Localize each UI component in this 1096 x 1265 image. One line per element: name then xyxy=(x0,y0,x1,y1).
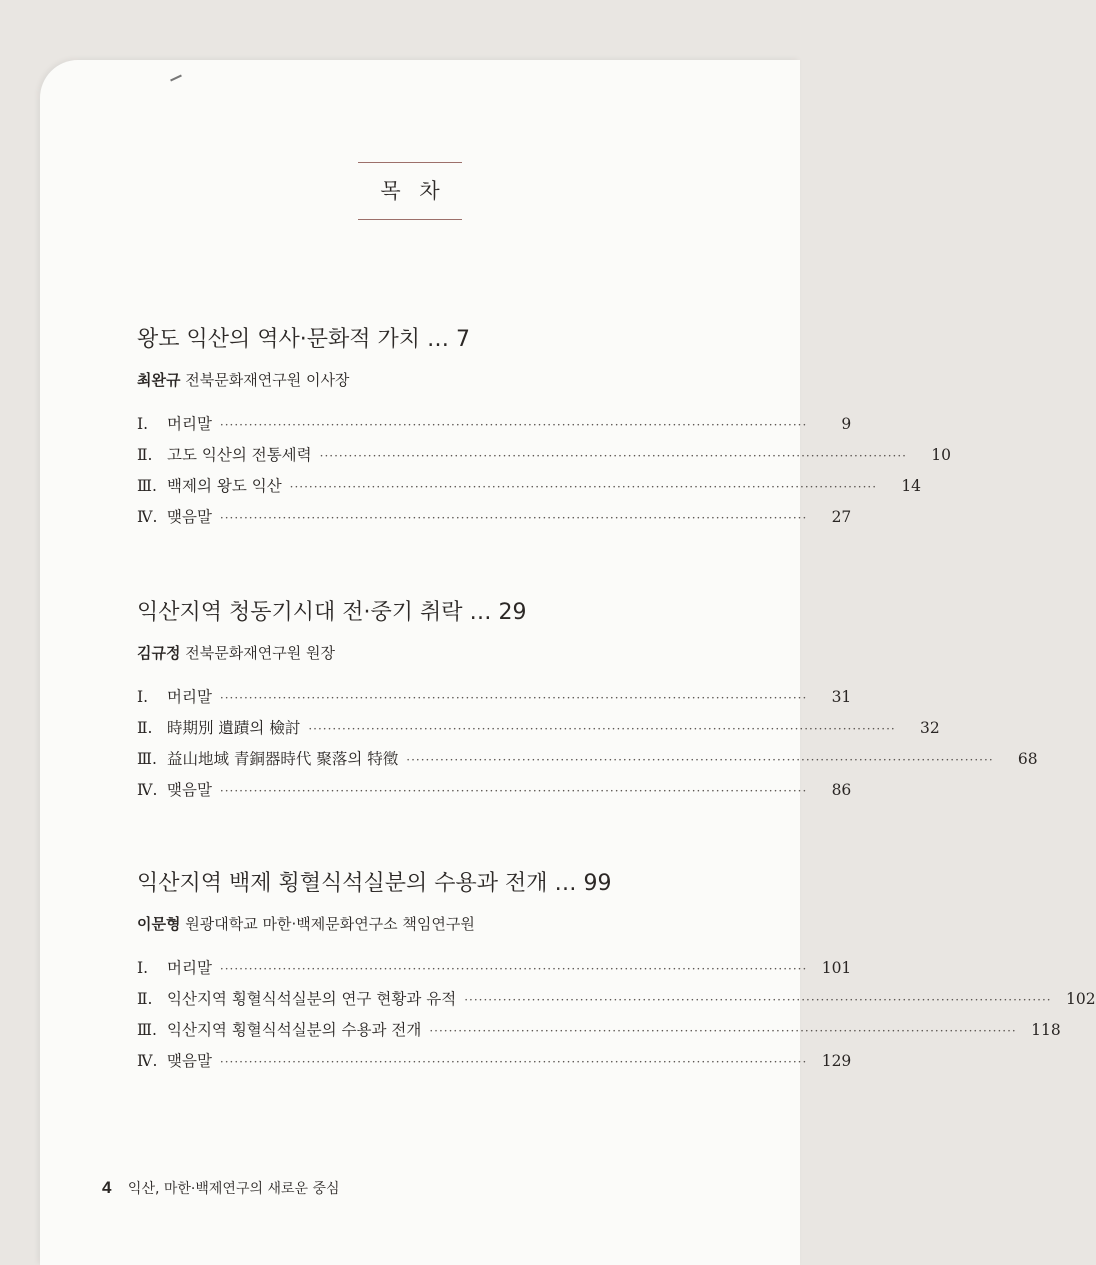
author-name: 이문형 xyxy=(137,915,181,933)
item-page: 32 xyxy=(919,719,940,737)
item-page: 27 xyxy=(831,508,852,526)
item-number: Ⅰ. xyxy=(137,688,149,706)
chapter-author xyxy=(137,913,717,934)
item-number: Ⅲ. xyxy=(137,1021,157,1039)
author-role: 원광대학교 마한·백제문화연구소 책임연구원 xyxy=(185,915,475,933)
dot-leader: ·························································································································· xyxy=(429,1024,1017,1038)
toc-title: 목 차 xyxy=(380,179,446,203)
item-page: 102 xyxy=(1066,990,1096,1008)
toc-heading xyxy=(358,162,462,220)
toc-section-3 xyxy=(137,866,1096,1080)
item-number: Ⅲ. xyxy=(137,477,157,495)
toc-row[interactable] xyxy=(137,1049,852,1080)
dot-leader: ·························································································································· xyxy=(319,449,907,463)
item-number: Ⅱ. xyxy=(137,446,153,464)
item-page: 129 xyxy=(821,1052,852,1070)
toc-list xyxy=(137,412,951,536)
author-role: 전북문화재연구원 원장 xyxy=(185,644,335,662)
chapter-title: 익산지역 청동기시대 전·중기 취락 … 29 xyxy=(137,600,527,625)
item-label: 머리말 xyxy=(167,688,212,706)
title-rule-bottom xyxy=(358,219,462,220)
item-page: 9 xyxy=(841,415,852,433)
item-page: 31 xyxy=(831,688,852,706)
chapter-title: 익산지역 백제 횡혈식석실분의 수용과 전개 … 99 xyxy=(137,871,612,896)
item-number: Ⅳ. xyxy=(137,781,158,799)
author-name: 김규정 xyxy=(137,644,181,662)
item-page: 86 xyxy=(831,781,852,799)
item-number: Ⅱ. xyxy=(137,719,153,737)
toc-section-1 xyxy=(137,322,951,536)
item-number: Ⅳ. xyxy=(137,508,158,526)
dot-leader: ·························································································································· xyxy=(219,784,808,798)
item-page: 14 xyxy=(901,477,922,495)
item-page: 118 xyxy=(1031,1021,1061,1039)
page-footer xyxy=(102,1178,340,1198)
chapter-author xyxy=(137,642,717,663)
toc-row[interactable] xyxy=(137,778,852,809)
item-label: 맺음말 xyxy=(167,781,212,799)
toc-row[interactable] xyxy=(137,716,940,747)
item-number: Ⅳ. xyxy=(137,1052,158,1070)
dot-leader: ·························································································································· xyxy=(406,753,994,767)
paper-speck xyxy=(170,75,182,82)
chapter-title: 왕도 익산의 역사·문화적 가치 … 7 xyxy=(137,327,470,352)
item-label: 時期別 遺蹟의 檢討 xyxy=(167,719,301,737)
item-label: 머리말 xyxy=(167,959,212,977)
toc-row[interactable] xyxy=(137,474,922,505)
item-label: 익산지역 횡혈식석실분의 연구 현황과 유적 xyxy=(167,990,457,1008)
item-number: Ⅰ. xyxy=(137,959,149,977)
toc-row[interactable] xyxy=(137,412,852,443)
item-number: Ⅱ. xyxy=(137,990,153,1008)
book-page xyxy=(40,60,1096,1265)
toc-list xyxy=(137,956,1096,1080)
item-number: Ⅲ. xyxy=(137,750,157,768)
item-label: 익산지역 횡혈식석실분의 수용과 전개 xyxy=(167,1021,422,1039)
toc-row[interactable] xyxy=(137,443,951,474)
dot-leader: ·························································································································· xyxy=(219,418,808,432)
toc-row[interactable] xyxy=(137,747,1038,778)
toc-row[interactable] xyxy=(137,1018,1061,1049)
chapter-author xyxy=(137,369,717,390)
item-label: 益山地域 青銅器時代 聚落의 特徵 xyxy=(167,750,399,768)
dot-leader: ·························································································································· xyxy=(219,1055,808,1069)
dot-leader: ·························································································································· xyxy=(219,962,808,976)
footer-page-number: 4 xyxy=(102,1178,112,1197)
author-name: 최완규 xyxy=(137,371,181,389)
dot-leader: ·························································································································· xyxy=(308,722,896,736)
item-label: 고도 익산의 전통세력 xyxy=(167,446,312,464)
item-page: 10 xyxy=(931,446,951,464)
item-label: 머리말 xyxy=(167,415,212,433)
toc-row[interactable] xyxy=(137,956,852,987)
dot-leader: ·························································································································· xyxy=(219,511,808,525)
toc-list xyxy=(137,685,1038,809)
dot-leader: ·························································································································· xyxy=(289,480,878,494)
dot-leader: ·························································································································· xyxy=(219,691,808,705)
toc-section-2 xyxy=(137,595,1038,809)
dot-leader: ·························································································································· xyxy=(464,993,1052,1007)
author-role: 전북문화재연구원 이사장 xyxy=(185,371,350,389)
item-label: 백제의 왕도 익산 xyxy=(167,477,282,495)
item-label: 맺음말 xyxy=(167,1052,212,1070)
item-page: 101 xyxy=(821,959,852,977)
footer-book-title: 익산, 마한·백제연구의 새로운 중심 xyxy=(127,1181,340,1197)
toc-row[interactable] xyxy=(137,505,852,536)
toc-row[interactable] xyxy=(137,987,1096,1018)
item-number: Ⅰ. xyxy=(137,415,149,433)
item-page: 68 xyxy=(1017,750,1038,768)
item-label: 맺음말 xyxy=(167,508,212,526)
toc-row[interactable] xyxy=(137,685,852,716)
